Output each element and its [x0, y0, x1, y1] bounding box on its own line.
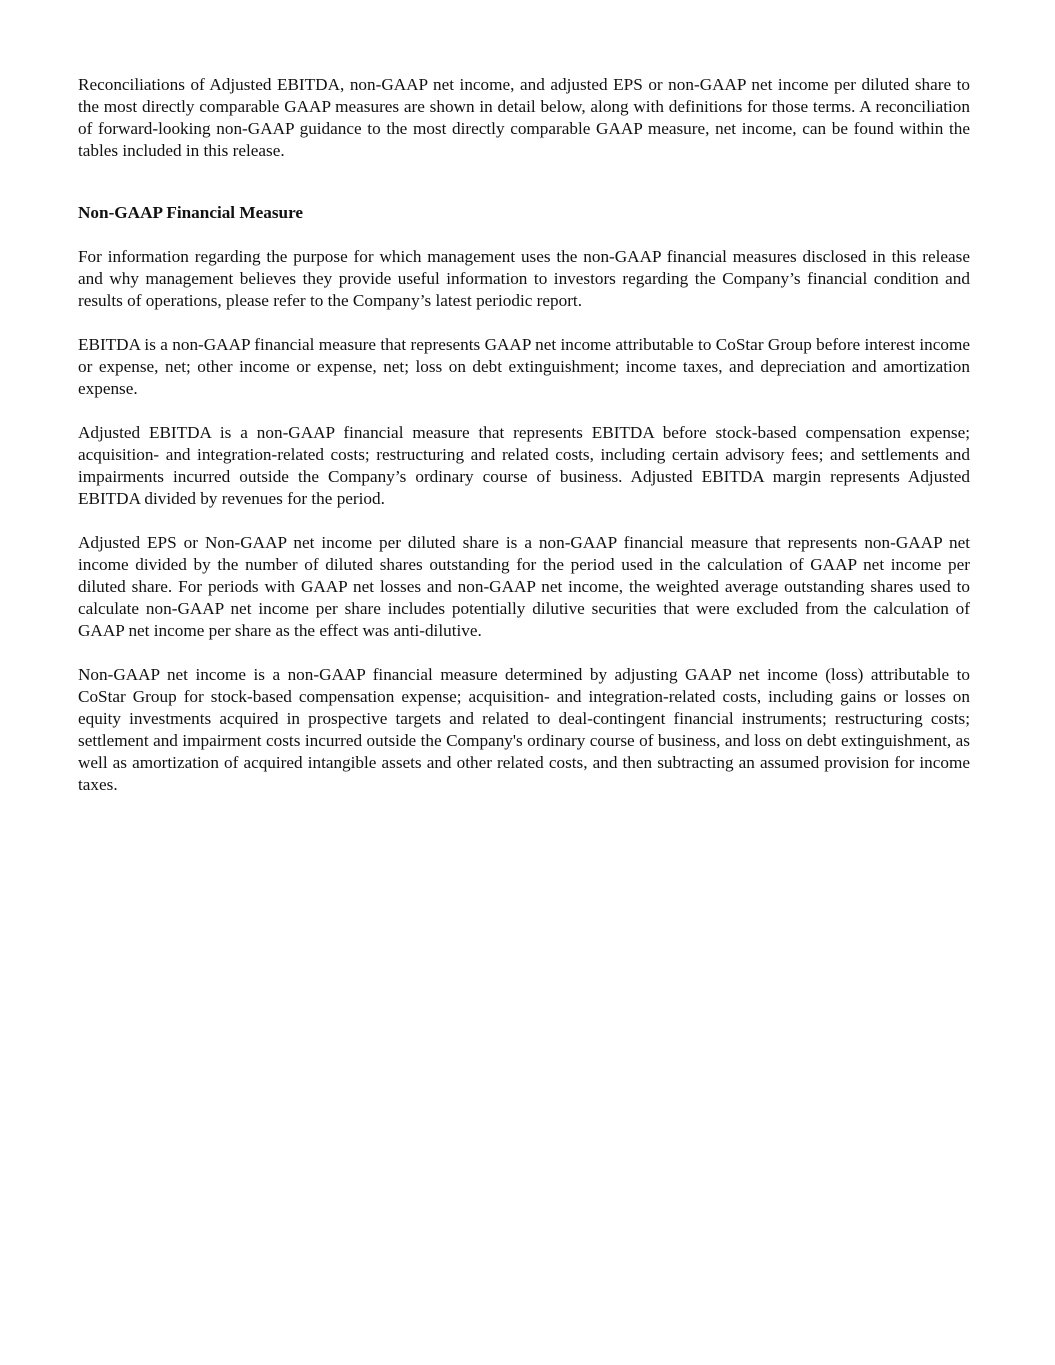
purpose-paragraph: For information regarding the purpose for which management uses the non-GAAP financial measures disclosed in this release and why management believes they provide useful information to investors regarding the Company’s financial condition and results of operations, please refer to the Company’s latest periodic report.	[78, 247, 970, 310]
adjusted-ebitda-definition-paragraph: Adjusted EBITDA is a non-GAAP financial measure that represents EBITDA before stock-based compensation expense; acquisition- and integration-related costs; restructuring and related costs, including certain advisory fees; and settlements and impairments incurred outside the Company’s ordinary course of business. Adjusted EBITDA margin represents Adjusted EBITDA divided by revenues for the period.	[78, 423, 970, 508]
section-heading: Non-GAAP Financial Measure	[78, 203, 304, 222]
ebitda-definition-paragraph: EBITDA is a non-GAAP financial measure that represents GAAP net income attributable to CoStar Group before interest income or expense, net; other income or expense, net; loss on debt extinguishment; income taxes, and depreciation and amortization expense.	[78, 335, 970, 398]
non-gaap-net-income-definition-paragraph: Non-GAAP net income is a non-GAAP financial measure determined by adjusting GAAP net income (loss) attributable to CoStar Group for stock-based compensation expense; acquisition- and integration-related costs, including gains or losses on equity investments acquired in prospective targets and related to deal-contingent financial instruments; restructuring costs; settlement and impairment costs incurred outside the Company's ordinary course of business, and loss on debt extinguishment, as well as amortization of acquired intangible assets and other related costs, and then subtracting an assumed provision for income taxes.	[78, 665, 970, 794]
intro-paragraph: Reconciliations of Adjusted EBITDA, non-GAAP net income, and adjusted EPS or non-GAAP net income per diluted share to the most directly comparable GAAP measures are shown in detail below, along with definitions for those terms. A reconciliation of forward-looking non-GAAP guidance to the most directly comparable GAAP measure, net income, can be found within the tables included in this release.	[78, 75, 970, 160]
adjusted-eps-definition-paragraph: Adjusted EPS or Non-GAAP net income per diluted share is a non-GAAP financial measure that represents non-GAAP net income divided by the number of diluted shares outstanding for the period used in the calculation of GAAP net income per diluted share. For periods with GAAP net losses and non-GAAP net income, the weighted average outstanding shares used to calculate non-GAAP net income per share includes potentially dilutive securities that were excluded from the calculation of GAAP net income per share as the effect was anti-dilutive.	[78, 533, 970, 640]
document-page	[78, 74, 970, 796]
